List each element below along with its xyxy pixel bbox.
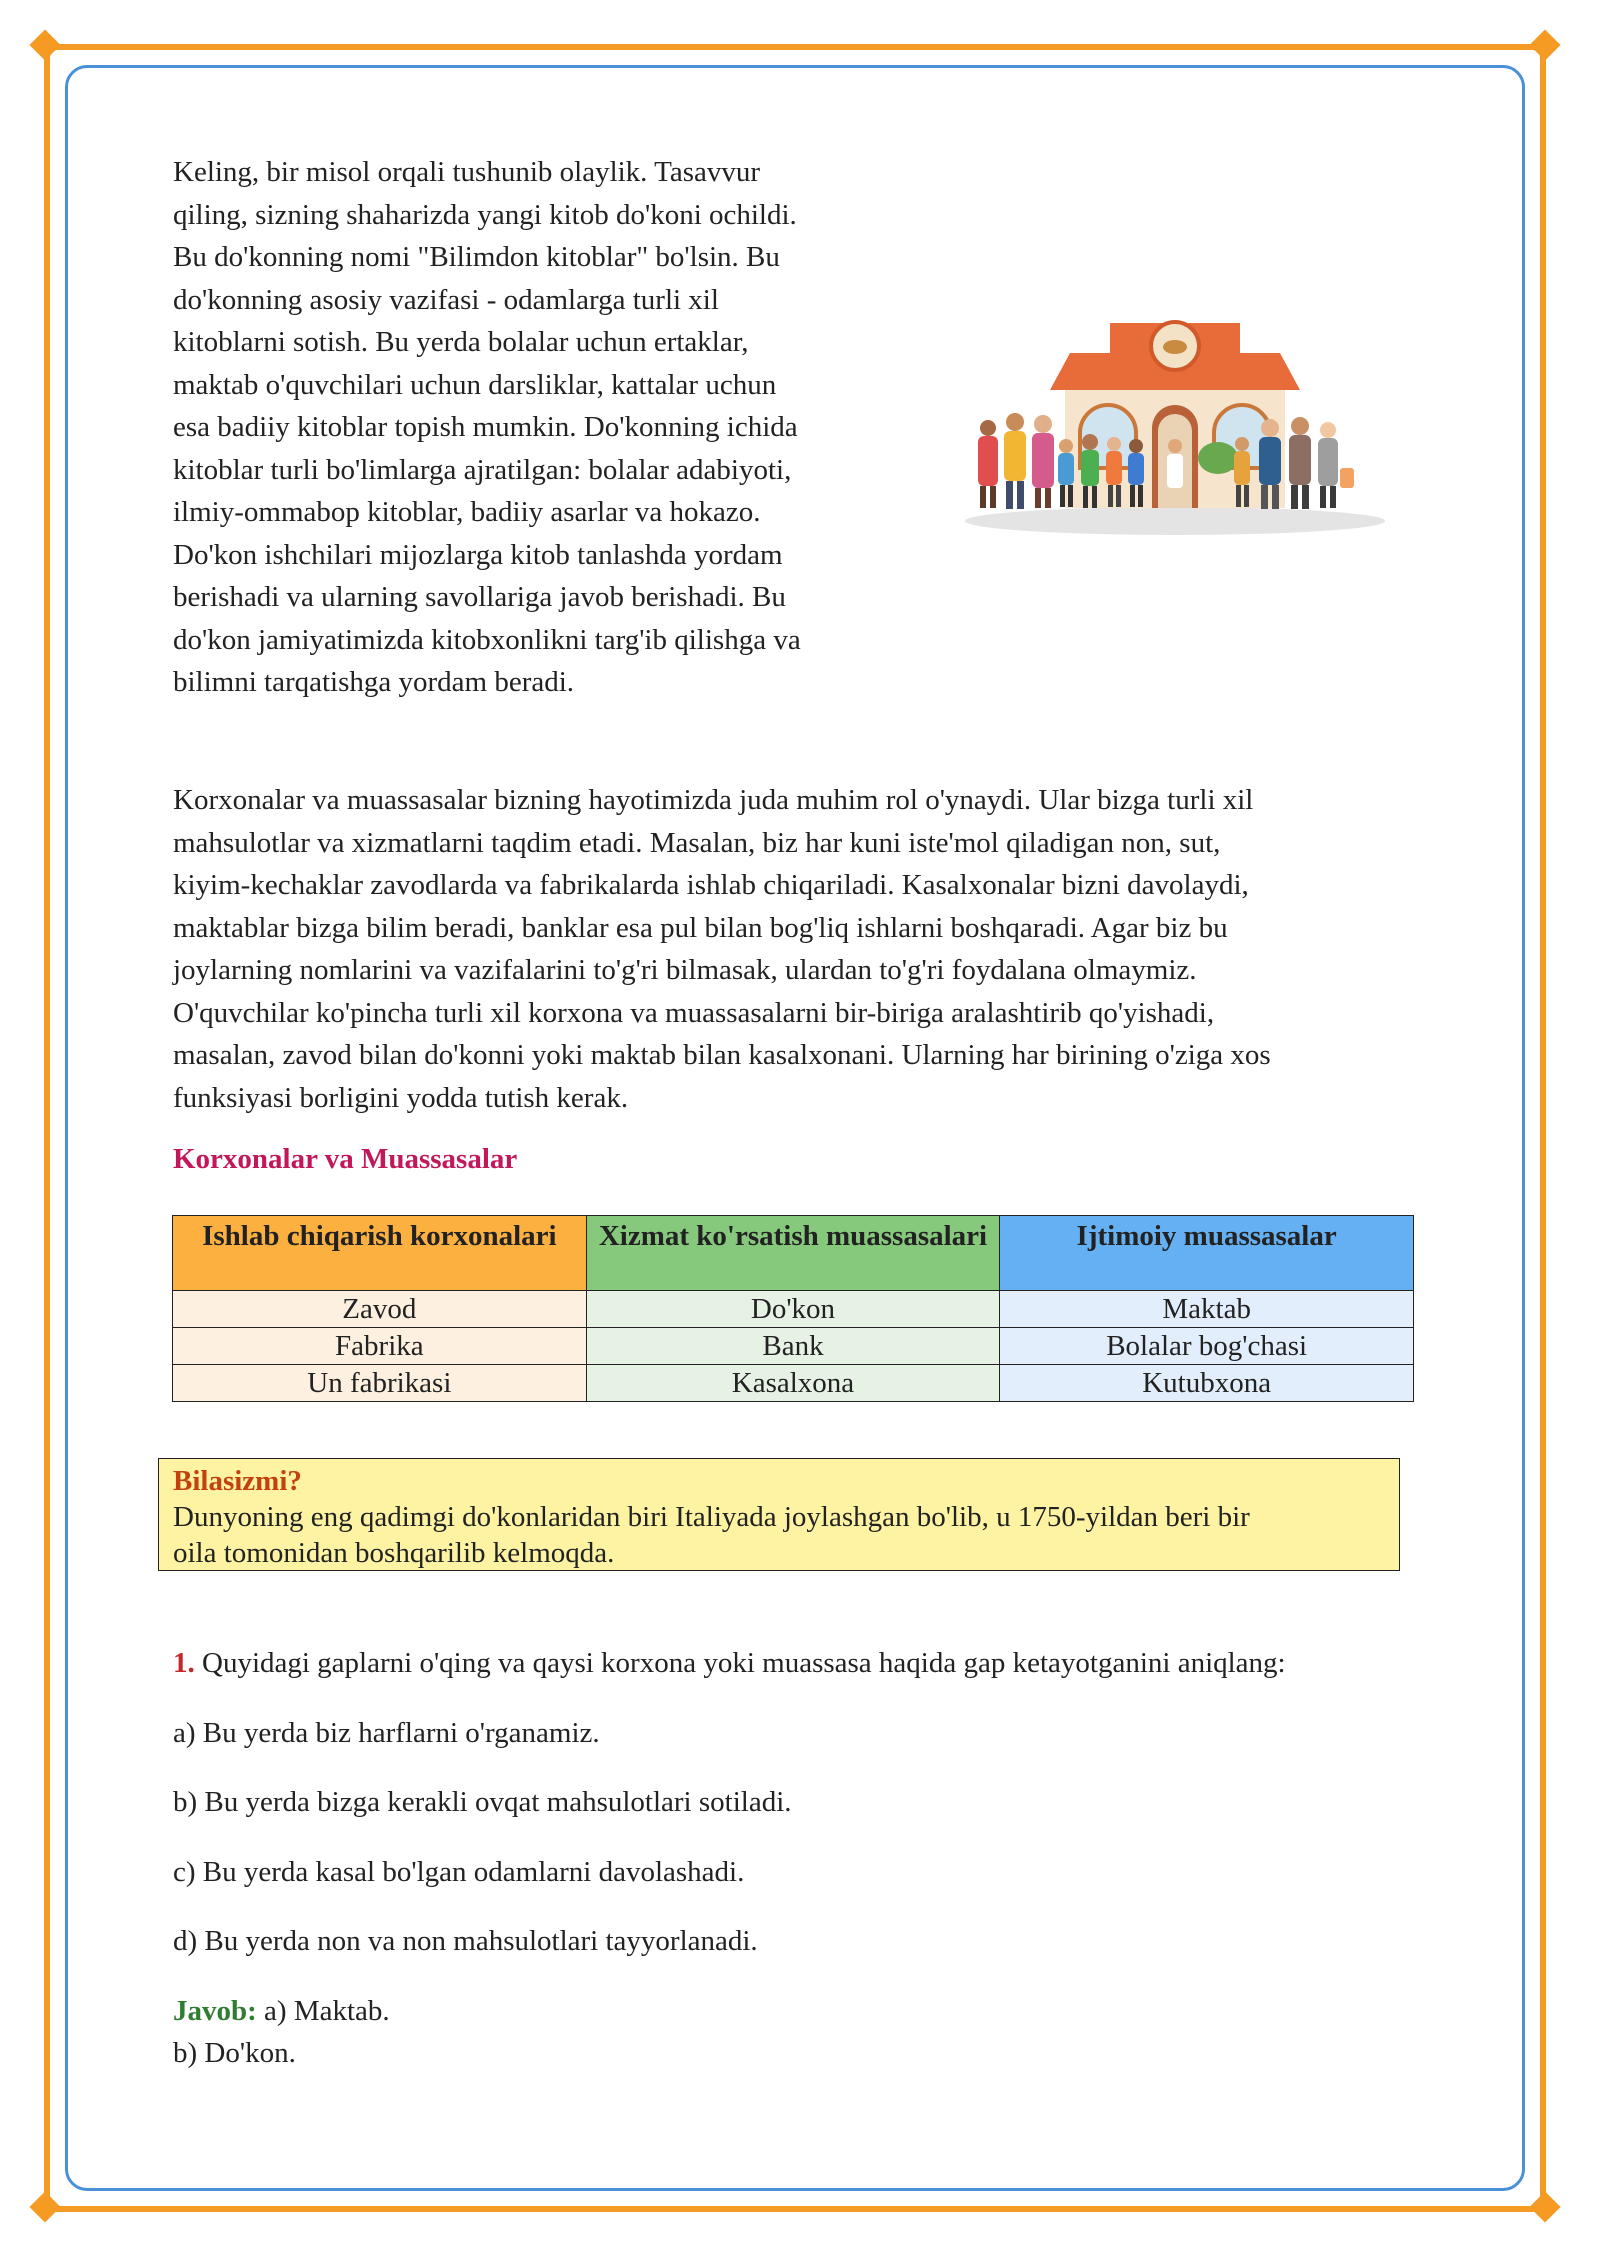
table-row bbox=[173, 1365, 1414, 1402]
callout-line: oila tomonidan boshqarilib kelmoqda. bbox=[173, 1537, 615, 1569]
table-heading: Korxonalar va Muassasalar bbox=[173, 1143, 518, 1175]
body-paragraph bbox=[173, 779, 1413, 1119]
intro-line: Keling, bir misol orqali tushunib olaylik. Tasavvur bbox=[173, 156, 761, 188]
body-line: funksiyasi borligini yodda tutish kerak. bbox=[173, 1081, 629, 1114]
answer-line: b) Do'kon. bbox=[173, 2037, 296, 2069]
intro-line: kitoblarni sotish. Bu yerda bolalar uchun ertaklar, bbox=[173, 326, 749, 358]
intro-line: kitoblar turli bo'limlarga ajratilgan: bolalar adabiyoti, bbox=[173, 453, 792, 486]
intro-line: Do'kon ishchilari mijozlarga kitob tanlashda yordam bbox=[173, 538, 783, 571]
callout-title: Bilasizmi? bbox=[173, 1465, 302, 1497]
column-header-service: Xizmat ko'rsatish muassasalari bbox=[586, 1216, 1000, 1291]
intro-line: esa badiiy kitoblar topish mumkin. Do'konning ichida bbox=[173, 411, 798, 443]
answer-label: Javob: bbox=[173, 1995, 257, 2027]
intro-line: do'konning asosiy vazifasi - odamlarga turli xil bbox=[173, 283, 719, 316]
intro-line: berishadi va ularning savollariga javob berishadi. Bu bbox=[173, 581, 786, 613]
shop-illustration bbox=[960, 318, 1390, 538]
answer-line bbox=[173, 1990, 390, 2032]
intro-line: do'kon jamiyatimizda kitobxonlikni targ'ib qilishga va bbox=[173, 623, 801, 656]
body-line: maktablar bizga bilim beradi, banklar esa pul bilan bog'liq ishlarni boshqaradi. Agar biz bu bbox=[173, 911, 1228, 944]
did-you-know-callout bbox=[158, 1458, 1400, 1571]
exercise-item: b) Bu yerda bizga kerakli ovqat mahsulotlari sotiladi. bbox=[173, 1786, 792, 1818]
institutions-table bbox=[172, 1215, 1414, 1402]
table-cell: Kasalxona bbox=[586, 1365, 1000, 1402]
intro-line: Bu do'konning nomi "Bilimdon kitoblar" bo'lsin. Bu bbox=[173, 241, 780, 273]
column-header-production: Ishlab chiqarish korxonalari bbox=[173, 1216, 587, 1291]
table-cell: Bolalar bog'chasi bbox=[1000, 1328, 1414, 1365]
intro-line: ilmiy-ommabop kitoblar, badiiy asarlar va hokazo. bbox=[173, 496, 761, 528]
exercise-item: d) Bu yerda non va non mahsulotlari tayyorlanadi. bbox=[173, 1925, 758, 1957]
body-line: kiyim-kechaklar zavodlarda va fabrikalarda ishlab chiqariladi. Kasalxonalar bizni davolaydi, bbox=[173, 869, 1249, 901]
column-header-social: Ijtimoiy muassasalar bbox=[1000, 1216, 1414, 1291]
intro-paragraph bbox=[173, 151, 883, 704]
table-cell: Zavod bbox=[173, 1291, 587, 1328]
table-cell: Fabrika bbox=[173, 1328, 587, 1365]
body-line: Korxonalar va muassasalar bizning hayotimizda juda muhim rol o'ynaydi. Ular bizga turli xil bbox=[173, 784, 1254, 816]
exercise-item: a) Bu yerda biz harflarni o'rganamiz. bbox=[173, 1717, 600, 1749]
body-line: O'quvchilar ko'pincha turli xil korxona va muassasalarni bir-biriga aralashtirib qo'yishadi, bbox=[173, 996, 1215, 1029]
table-cell: Bank bbox=[586, 1328, 1000, 1365]
intro-line: qiling, sizning shaharizda yangi kitob do'koni ochildi. bbox=[173, 198, 797, 231]
table-cell: Un fabrikasi bbox=[173, 1365, 587, 1402]
intro-line: maktab o'quvchilari uchun darsliklar, kattalar uchun bbox=[173, 368, 777, 401]
exercise-prompt bbox=[173, 1642, 1286, 1684]
intro-line: bilimni tarqatishga yordam beradi. bbox=[173, 666, 575, 698]
table-row bbox=[173, 1328, 1414, 1365]
callout-line: Dunyoning eng qadimgi do'konlaridan biri Italiyada joylashgan bo'lib, u 1750-yildan beri bir bbox=[173, 1501, 1250, 1533]
body-line: mahsulotlar va xizmatlarni taqdim etadi. Masalan, biz har kuni iste'mol qiladigan non, sut, bbox=[173, 826, 1221, 859]
table-cell: Maktab bbox=[1000, 1291, 1414, 1328]
table-row bbox=[173, 1291, 1414, 1328]
table-header-row bbox=[173, 1216, 1414, 1291]
exercise-number: 1. bbox=[173, 1647, 195, 1679]
body-line: joylarning nomlarini va vazifalarini to'g'ri bilmasak, ulardan to'g'ri foydalana olmaymiz. bbox=[173, 954, 1197, 986]
table-cell: Kutubxona bbox=[1000, 1365, 1414, 1402]
body-line: masalan, zavod bilan do'konni yoki maktab bilan kasalxonani. Ularning har birining o'ziga xos bbox=[173, 1039, 1271, 1071]
exercise-item: c) Bu yerda kasal bo'lgan odamlarni davolashadi. bbox=[173, 1856, 745, 1888]
exercise-prompt-text: Quyidagi gaplarni o'qing va qaysi korxona yoki muassasa haqida gap ketayotganini aniqlang: bbox=[202, 1647, 1286, 1679]
table-cell: Do'kon bbox=[586, 1291, 1000, 1328]
answer-text: a) Maktab. bbox=[264, 1995, 390, 2027]
